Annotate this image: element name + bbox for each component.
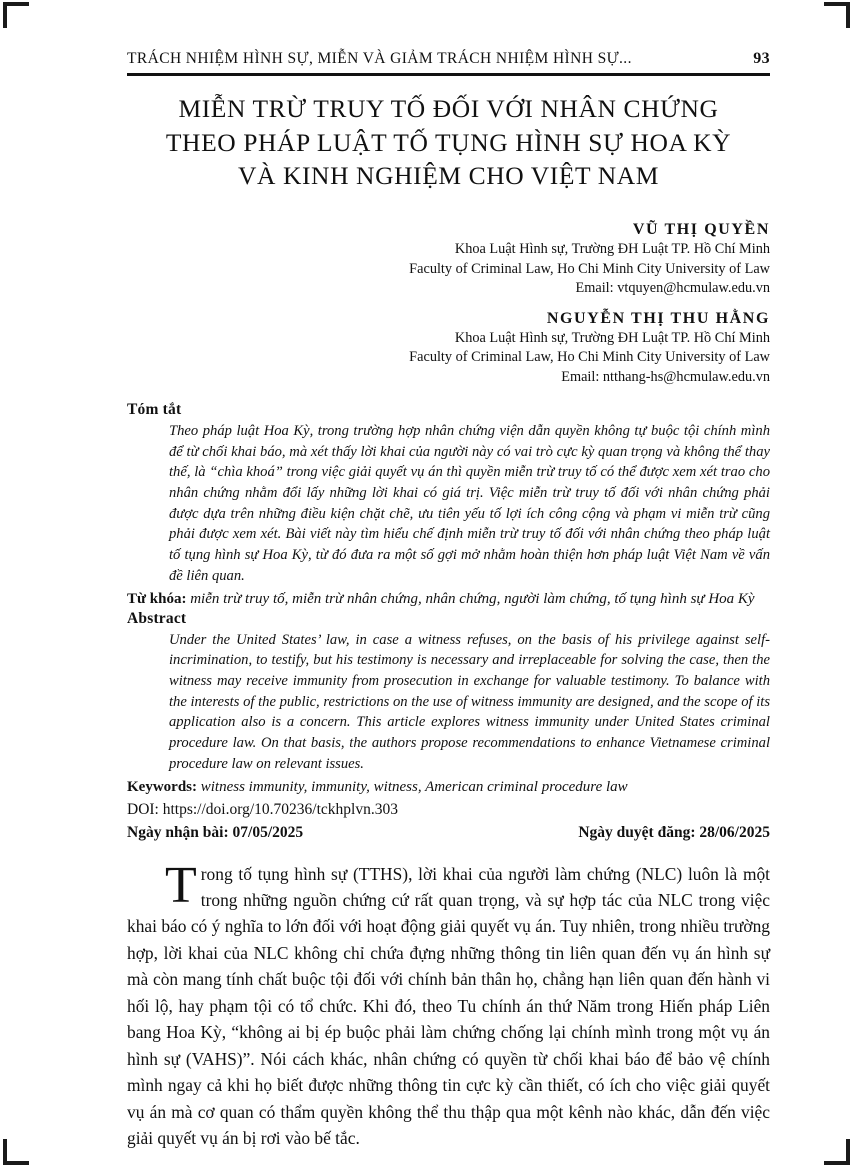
abstract-english (127, 610, 770, 775)
accepted-date-label: Ngày duyệt đăng: (578, 824, 696, 842)
author-name: NGUYỄN THỊ THU HẰNG (546, 309, 770, 327)
author-affiliation-en: Faculty of Criminal Law, Ho Chi Minh City University of Law (409, 349, 770, 366)
page-content (127, 50, 770, 1151)
accepted-date (578, 822, 770, 844)
abstract-en-heading: Abstract (127, 609, 187, 627)
doi-line[interactable]: DOI: https://doi.org/10.70236/tckhplvn.303 (127, 800, 398, 818)
crop-mark-top-left (3, 2, 29, 28)
abstract-vi-text: Theo pháp luật Hoa Kỳ, trong trường hợp nhân chứng viện dẫn quyền không tự buộc tội chính mình để từ chối khai báo, mà xét thấy lời khai của người này có vai trò cực kỳ quan trọng và không thể thay thế, là “chìa khoá” trong việc giải quyết vụ án thì quyền miễn trừ truy tố có thể được xem xét trao cho nhân chứng nhằm đổi lấy những lời khai có giá trị. Việc miễn trừ truy tố đối với nhân chứng phải được dựa trên những điều kiện chặt chẽ, ưu tiên yếu tố lợi ích công cộng và phạm vi miễn trừ cũng phải được xem xét. Bài viết này tìm hiểu chế định miễn trừ truy tố đối với nhân chứng theo pháp luật tố tụng hình sự Hoa Kỳ, từ đó đưa ra một số gợi mở nhằm hoàn thiện hơn pháp luật Việt Nam về vấn đề liên quan. (169, 422, 770, 584)
article-title-line-3: VÀ KINH NGHIỆM CHO VIỆT NAM (237, 161, 660, 191)
keywords-en-label: Keywords: (127, 778, 197, 795)
author-list (127, 219, 770, 387)
author-email: Email: vtquyen@hcmulaw.edu.vn (575, 279, 770, 296)
article-title-line-2: THEO PHÁP LUẬT TỐ TỤNG HÌNH SỰ HOA KỲ (165, 127, 732, 157)
author-affiliation-en: Faculty of Criminal Law, Ho Chi Minh City University of Law (409, 260, 770, 277)
author-email: Email: ntthang-hs@hcmulaw.edu.vn (561, 368, 770, 385)
abstract-en-text: Under the United States’ law, in case a witness refuses, on the basis of his privilege against self-incrimination, to testify, but his testimony is necessary and irreplaceable for solving the case, then the witness may receive immunity from prosecution in exchange for valuable testimony. To balance with the interests of the public, restrictions on the use of witness immunity are designed, and the scope of its application also is a concern. This article explores witness immunity under United States criminal procedure law. On that basis, the authors propose recommendations to enhance Vietnamese criminal procedure law on relevant issues. (169, 631, 770, 772)
crop-mark-bottom-left (3, 1139, 29, 1165)
accepted-date-value: 28/06/2025 (699, 824, 770, 842)
crop-mark-top-right (824, 2, 850, 28)
keywords-en-list: witness immunity, immunity, witness, American criminal procedure law (200, 778, 628, 795)
body-text (127, 856, 770, 1152)
received-date-label: Ngày nhận bài: (127, 824, 229, 842)
author-name: VŨ THỊ QUYỀN (632, 220, 770, 238)
author-affiliation-vi: Khoa Luật Hình sự, Trường ĐH Luật TP. Hồ Chí Minh (454, 241, 770, 258)
running-header-title: TRÁCH NHIỆM HÌNH SỰ, MIỄN VÀ GIẢM TRÁCH NHIỆM HÌNH SỰ... (127, 50, 632, 67)
keywords-vietnamese (127, 589, 770, 610)
page-number: 93 (753, 50, 770, 67)
body-paragraph-1 (127, 856, 770, 1152)
abstract-vi-heading: Tóm tắt (127, 400, 182, 418)
received-date (127, 822, 303, 844)
abstract-vietnamese (127, 401, 770, 587)
article-title (127, 92, 770, 193)
publication-dates (127, 822, 770, 844)
received-date-value: 07/05/2025 (232, 824, 304, 842)
author-affiliation-vi: Khoa Luật Hình sự, Trường ĐH Luật TP. Hồ Chí Minh (454, 330, 770, 347)
keywords-english (127, 777, 770, 798)
crop-mark-bottom-right (824, 1139, 850, 1165)
author-entry (127, 308, 770, 387)
drop-cap: T (165, 856, 197, 914)
running-header (127, 50, 770, 68)
author-entry (127, 219, 770, 298)
body-paragraph-1-text: rong tố tụng hình sự (TTHS), lời khai của người làm chứng (NLC) luôn là một trong những nguồn chứng cứ rất quan trọng, và sự hợp tác của NLC trong việc khai báo có ý nghĩa to lớn đối với hoạt động giải quyết vụ án. Tuy nhiên, trong nhiều trường hợp, lời khai của NLC không chỉ chứa đựng những thông tin liên quan đến vụ án hình sự mà còn mang tính chất buộc tội đối với chính bản thân họ, chẳng hạn liên quan đến hành vi hối lộ, hay phạm tội có tổ chức. Khi đó, theo Tu chính án thứ Năm trong Hiến pháp Liên bang Hoa Kỳ, “không ai bị ép buộc phải làm chứng chống lại chính mình trong một vụ án hình sự (VAHS)”. Nói cách khác, nhân chứng có quyền từ chối khai báo để bảo vệ chính mình ngay cả khi họ biết được những thông tin cực kỳ cần thiết, có ích cho việc giải quyết vụ án mà cơ quan có thẩm quyền không thể thu thập qua một kênh nào khác, dẫn đến việc giải quyết vụ án bị rơi vào bế tắc. (127, 863, 770, 1149)
keywords-vi-list: miễn trừ truy tố, miễn trừ nhân chứng, nhân chứng, người làm chứng, tố tụng hình sự Hoa Kỳ (190, 590, 755, 607)
keywords-vi-label: Từ khóa: (127, 590, 187, 607)
article-title-line-1: MIỄN TRỪ TRUY TỐ ĐỐI VỚI NHÂN CHỨNG (178, 94, 719, 123)
header-rule (127, 73, 770, 76)
